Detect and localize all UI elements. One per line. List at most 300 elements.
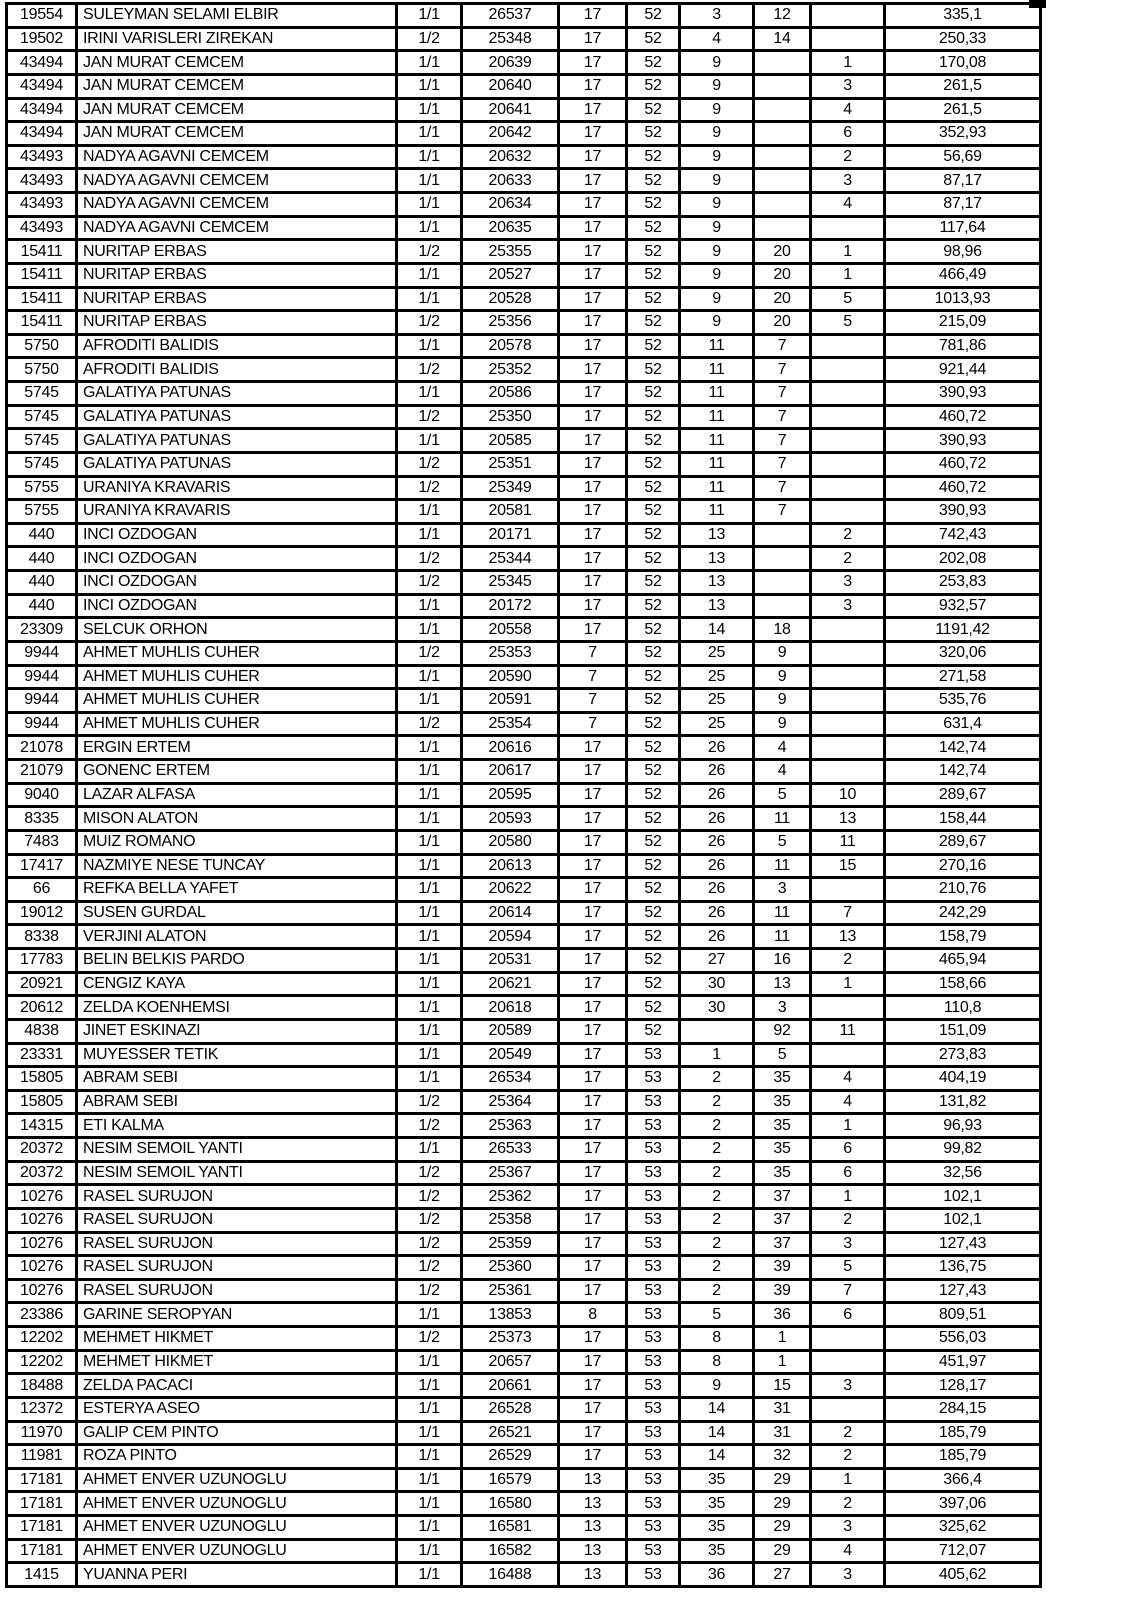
table-cell: 9944 — [7, 641, 77, 665]
table-cell: IRINI VARISLERI ZIREKAN — [77, 27, 397, 51]
table-cell: JAN MURAT CEMCEM — [77, 74, 397, 98]
table-cell: 66 — [7, 878, 77, 902]
table-cell: ZELDA PACACI — [77, 1374, 397, 1398]
table-row — [7, 1468, 1041, 1492]
table-cell — [811, 334, 885, 358]
table-cell: 20632 — [462, 145, 559, 169]
table-cell: 8338 — [7, 925, 77, 949]
table-cell: RASEL SURUJON — [77, 1279, 397, 1303]
table-cell: 39 — [754, 1279, 811, 1303]
table-cell: 9944 — [7, 712, 77, 736]
table-cell: 1/1 — [397, 169, 462, 193]
table-cell: 5 — [811, 1256, 885, 1280]
table-cell: 7 — [559, 641, 627, 665]
table-row — [7, 1161, 1041, 1185]
table-cell: 20578 — [462, 334, 559, 358]
table-cell: 9944 — [7, 689, 77, 713]
table-cell: 4 — [811, 1067, 885, 1091]
table-cell: 20921 — [7, 972, 77, 996]
table-cell: 17 — [559, 27, 627, 51]
table-cell: NESIM SEMOIL YANTI — [77, 1161, 397, 1185]
table-cell: 16488 — [462, 1563, 559, 1587]
table-cell: 52 — [627, 98, 680, 122]
table-cell: 17181 — [7, 1516, 77, 1540]
table-cell — [754, 594, 811, 618]
table-cell: 13 — [559, 1539, 627, 1563]
table-cell: 1/1 — [397, 1421, 462, 1445]
table-cell: 9 — [754, 665, 811, 689]
table-cell: 13 — [680, 523, 754, 547]
table-cell: 13 — [559, 1563, 627, 1587]
table-cell — [811, 712, 885, 736]
table-cell: 921,44 — [885, 358, 1041, 382]
table-cell: 4 — [811, 1090, 885, 1114]
table-row — [7, 263, 1041, 287]
table-cell: JAN MURAT CEMCEM — [77, 51, 397, 75]
table-cell: 6 — [811, 1303, 885, 1327]
table-row — [7, 712, 1041, 736]
table-cell: 17 — [559, 476, 627, 500]
table-cell: 26 — [680, 783, 754, 807]
table-cell: 1/1 — [397, 263, 462, 287]
table-cell: GALATIYA PATUNAS — [77, 452, 397, 476]
table-cell: 16582 — [462, 1539, 559, 1563]
table-cell: 27 — [680, 949, 754, 973]
table-cell — [811, 641, 885, 665]
table-cell: 1 — [754, 1327, 811, 1351]
table-cell: 20657 — [462, 1350, 559, 1374]
table-row — [7, 807, 1041, 831]
table-row — [7, 1539, 1041, 1563]
table-cell: 1/1 — [397, 665, 462, 689]
table-cell: 1/2 — [397, 311, 462, 335]
table-cell: JAN MURAT CEMCEM — [77, 122, 397, 146]
table-cell: 26528 — [462, 1397, 559, 1421]
table-cell: 7 — [754, 334, 811, 358]
table-cell: 25353 — [462, 641, 559, 665]
table-row — [7, 169, 1041, 193]
table-cell: 35 — [680, 1539, 754, 1563]
table-cell: VERJINI ALATON — [77, 925, 397, 949]
table-cell — [754, 523, 811, 547]
table-cell: NADYA AGAVNI CEMCEM — [77, 216, 397, 240]
table-cell: 250,33 — [885, 27, 1041, 51]
table-cell: YUANNA PERI — [77, 1563, 397, 1587]
table-cell: 17 — [559, 240, 627, 264]
table-cell: BELIN BELKIS PARDO — [77, 949, 397, 973]
table-cell: 21078 — [7, 736, 77, 760]
table-cell: 3 — [811, 594, 885, 618]
table-cell: 5 — [811, 311, 885, 335]
table-cell: 12202 — [7, 1350, 77, 1374]
table-cell: SULEYMAN SELAMI ELBIR — [77, 4, 397, 28]
table-cell: 17 — [559, 854, 627, 878]
table-row — [7, 547, 1041, 571]
table-cell: ETI KALMA — [77, 1114, 397, 1138]
table-cell: 289,67 — [885, 830, 1041, 854]
table-cell: 20549 — [462, 1043, 559, 1067]
table-cell: 52 — [627, 500, 680, 524]
table-cell: 13 — [680, 594, 754, 618]
table-cell: 325,62 — [885, 1516, 1041, 1540]
table-row — [7, 925, 1041, 949]
table-cell: 13853 — [462, 1303, 559, 1327]
table-cell: 712,07 — [885, 1539, 1041, 1563]
table-cell: ZELDA KOENHEMSI — [77, 996, 397, 1020]
table-cell: 7 — [754, 429, 811, 453]
table-cell: 6 — [811, 1161, 885, 1185]
table-cell: 52 — [627, 878, 680, 902]
table-row — [7, 145, 1041, 169]
table-row — [7, 594, 1041, 618]
table-cell: 26 — [680, 925, 754, 949]
table-cell: 25361 — [462, 1279, 559, 1303]
table-cell: 1 — [754, 1350, 811, 1374]
table-cell: 1/1 — [397, 1138, 462, 1162]
table-cell: 35 — [754, 1138, 811, 1162]
table-cell: 1/2 — [397, 452, 462, 476]
table-row — [7, 193, 1041, 217]
table-cell — [811, 405, 885, 429]
table-cell: 52 — [627, 830, 680, 854]
table-cell: 53 — [627, 1492, 680, 1516]
table-cell: 25 — [680, 712, 754, 736]
table-cell: 16 — [754, 949, 811, 973]
table-cell: 158,66 — [885, 972, 1041, 996]
table-cell: 1/1 — [397, 98, 462, 122]
table-cell: 52 — [627, 547, 680, 571]
table-cell: 52 — [627, 74, 680, 98]
table-cell: 1 — [811, 263, 885, 287]
table-cell: 11 — [680, 405, 754, 429]
table-cell: 20634 — [462, 193, 559, 217]
table-cell: 2 — [680, 1279, 754, 1303]
table-cell: 10276 — [7, 1256, 77, 1280]
table-cell: 440 — [7, 594, 77, 618]
table-cell: 14 — [680, 1397, 754, 1421]
table-cell: 13 — [559, 1492, 627, 1516]
table-row — [7, 382, 1041, 406]
table-cell: 9 — [754, 712, 811, 736]
table-cell: 19554 — [7, 4, 77, 28]
table-cell: ESTERYA ASEO — [77, 1397, 397, 1421]
table-row — [7, 1208, 1041, 1232]
table-cell: 2 — [680, 1090, 754, 1114]
table-cell: 1/1 — [397, 382, 462, 406]
table-cell: 20372 — [7, 1161, 77, 1185]
table-cell — [811, 760, 885, 784]
table-cell: 9 — [680, 51, 754, 75]
table-cell: 35 — [680, 1492, 754, 1516]
table-cell: 20580 — [462, 830, 559, 854]
table-cell: 9 — [680, 169, 754, 193]
table-cell: 2 — [680, 1185, 754, 1209]
table-cell: 52 — [627, 783, 680, 807]
table-cell: 17 — [559, 122, 627, 146]
table-cell: 17 — [559, 878, 627, 902]
table-cell — [811, 1327, 885, 1351]
table-cell: 17 — [559, 98, 627, 122]
table-cell: 9 — [680, 74, 754, 98]
table-row — [7, 1374, 1041, 1398]
table-cell: 1/2 — [397, 405, 462, 429]
table-cell: 16581 — [462, 1516, 559, 1540]
table-cell: 25351 — [462, 452, 559, 476]
table-cell: 215,09 — [885, 311, 1041, 335]
table-cell: 53 — [627, 1539, 680, 1563]
table-cell: 23331 — [7, 1043, 77, 1067]
table-cell: 26 — [680, 854, 754, 878]
table-row — [7, 1019, 1041, 1043]
table-cell: 1415 — [7, 1563, 77, 1587]
table-cell: 12 — [754, 4, 811, 28]
table-cell: 1/2 — [397, 1114, 462, 1138]
table-cell: 52 — [627, 665, 680, 689]
table-row — [7, 1397, 1041, 1421]
table-cell: 52 — [627, 452, 680, 476]
table-cell: 202,08 — [885, 547, 1041, 571]
records-table — [5, 2, 1042, 1588]
table-cell: 1/2 — [397, 27, 462, 51]
table-cell: 17 — [559, 287, 627, 311]
table-cell: 52 — [627, 240, 680, 264]
table-cell: 158,79 — [885, 925, 1041, 949]
table-row — [7, 51, 1041, 75]
table-cell — [754, 122, 811, 146]
table-cell: 9 — [680, 287, 754, 311]
table-cell: MUYESSER TETIK — [77, 1043, 397, 1067]
table-cell: 26 — [680, 807, 754, 831]
table-cell: 271,58 — [885, 665, 1041, 689]
table-cell: GALATIYA PATUNAS — [77, 405, 397, 429]
table-cell — [811, 1350, 885, 1374]
table-cell: 17 — [559, 193, 627, 217]
table-cell: 261,5 — [885, 98, 1041, 122]
table-cell: 17 — [559, 1327, 627, 1351]
table-cell — [811, 358, 885, 382]
table-cell: 1/1 — [397, 1492, 462, 1516]
table-cell: 3 — [811, 1374, 885, 1398]
table-cell: 3 — [811, 169, 885, 193]
table-cell: 535,76 — [885, 689, 1041, 713]
table-cell — [811, 216, 885, 240]
records-table-body — [7, 4, 1041, 1587]
table-cell: 2 — [811, 523, 885, 547]
table-cell: 52 — [627, 405, 680, 429]
table-cell: 3 — [680, 4, 754, 28]
table-cell: AHMET ENVER UZUNOGLU — [77, 1492, 397, 1516]
table-cell: 52 — [627, 949, 680, 973]
table-cell: 7 — [754, 500, 811, 524]
table-cell: 2 — [811, 949, 885, 973]
table-cell: 8 — [559, 1303, 627, 1327]
table-cell: 102,1 — [885, 1185, 1041, 1209]
table-cell: 2 — [680, 1114, 754, 1138]
table-cell: 1/1 — [397, 1468, 462, 1492]
table-cell: 1/2 — [397, 1256, 462, 1280]
table-cell: 18 — [754, 618, 811, 642]
table-cell: 52 — [627, 854, 680, 878]
table-cell: 142,74 — [885, 760, 1041, 784]
table-cell: 17 — [559, 51, 627, 75]
table-cell: 1/1 — [397, 925, 462, 949]
table-cell: 11 — [754, 901, 811, 925]
table-cell: 43494 — [7, 51, 77, 75]
table-cell: 1/1 — [397, 901, 462, 925]
table-cell: 17 — [559, 1350, 627, 1374]
table-cell: 26521 — [462, 1421, 559, 1445]
table-cell: 11 — [680, 334, 754, 358]
table-cell: 43493 — [7, 169, 77, 193]
table-cell: 210,76 — [885, 878, 1041, 902]
table-cell: 9 — [680, 263, 754, 287]
table-cell: 43494 — [7, 98, 77, 122]
table-cell: 9 — [680, 122, 754, 146]
table-cell: 20372 — [7, 1138, 77, 1162]
table-cell: 53 — [627, 1090, 680, 1114]
table-cell: 17 — [559, 334, 627, 358]
table-cell: 53 — [627, 1563, 680, 1587]
table-cell: 1/1 — [397, 1043, 462, 1067]
table-cell: AFRODITI BALIDIS — [77, 358, 397, 382]
table-cell: 26529 — [462, 1445, 559, 1469]
table-row — [7, 949, 1041, 973]
table-cell: 2 — [680, 1232, 754, 1256]
table-cell: NESIM SEMOIL YANTI — [77, 1138, 397, 1162]
table-cell — [811, 452, 885, 476]
table-cell: 1 — [811, 240, 885, 264]
table-cell: 1/1 — [397, 736, 462, 760]
table-cell: 136,75 — [885, 1256, 1041, 1280]
table-cell: INCI OZDOGAN — [77, 571, 397, 595]
table-cell: 35 — [680, 1468, 754, 1492]
table-cell: REFKA BELLA YAFET — [77, 878, 397, 902]
table-cell: 8 — [680, 1350, 754, 1374]
table-cell: 128,17 — [885, 1374, 1041, 1398]
table-cell: NURITAP ERBAS — [77, 240, 397, 264]
table-cell: 4 — [811, 98, 885, 122]
table-cell: ERGIN ERTEM — [77, 736, 397, 760]
table-cell: 17 — [559, 1067, 627, 1091]
table-cell: 1/1 — [397, 996, 462, 1020]
table-cell: 1/1 — [397, 287, 462, 311]
table-cell: 460,72 — [885, 476, 1041, 500]
table-cell: 1/1 — [397, 500, 462, 524]
table-cell: 404,19 — [885, 1067, 1041, 1091]
table-cell: 12202 — [7, 1327, 77, 1351]
table-cell: 9944 — [7, 665, 77, 689]
table-cell: 9 — [680, 216, 754, 240]
table-cell: 29 — [754, 1539, 811, 1563]
table-cell — [680, 1019, 754, 1043]
table-cell: 11981 — [7, 1445, 77, 1469]
table-cell: 17 — [559, 1161, 627, 1185]
table-row — [7, 523, 1041, 547]
table-cell: 31 — [754, 1397, 811, 1421]
table-cell: 20589 — [462, 1019, 559, 1043]
table-cell: 23386 — [7, 1303, 77, 1327]
table-cell: 9 — [680, 311, 754, 335]
table-cell: 52 — [627, 334, 680, 358]
table-cell: 4 — [680, 27, 754, 51]
table-cell: 20 — [754, 311, 811, 335]
table-cell: 17 — [559, 901, 627, 925]
table-cell — [754, 169, 811, 193]
table-cell: 261,5 — [885, 74, 1041, 98]
table-cell: 17783 — [7, 949, 77, 973]
table-cell: AHMET ENVER UZUNOGLU — [77, 1468, 397, 1492]
table-cell: 25367 — [462, 1161, 559, 1185]
table-row — [7, 1350, 1041, 1374]
table-cell: 17 — [559, 1138, 627, 1162]
table-cell: 102,1 — [885, 1208, 1041, 1232]
table-row — [7, 429, 1041, 453]
table-cell: 53 — [627, 1303, 680, 1327]
table-cell: 390,93 — [885, 500, 1041, 524]
table-cell: 127,43 — [885, 1232, 1041, 1256]
table-cell: 5 — [754, 783, 811, 807]
table-cell: 13 — [811, 807, 885, 831]
scan-artifact-mark — [1029, 0, 1046, 8]
table-cell: NAZMIYE NESE TUNCAY — [77, 854, 397, 878]
table-cell: 29 — [754, 1492, 811, 1516]
table-cell: 9 — [680, 240, 754, 264]
table-row — [7, 1185, 1041, 1209]
table-cell: 366,4 — [885, 1468, 1041, 1492]
table-cell: 7 — [811, 1279, 885, 1303]
table-cell: 117,64 — [885, 216, 1041, 240]
table-cell: 52 — [627, 287, 680, 311]
table-cell: 1/1 — [397, 1445, 462, 1469]
table-cell: 17181 — [7, 1539, 77, 1563]
table-row — [7, 1563, 1041, 1587]
table-cell: 17 — [559, 1090, 627, 1114]
table-row — [7, 1492, 1041, 1516]
table-cell: 25349 — [462, 476, 559, 500]
table-cell: 17 — [559, 547, 627, 571]
table-cell: 466,49 — [885, 263, 1041, 287]
table-cell: 6 — [811, 1138, 885, 1162]
table-cell: 53 — [627, 1256, 680, 1280]
table-cell: 52 — [627, 1019, 680, 1043]
table-cell — [811, 382, 885, 406]
table-cell: 11 — [811, 830, 885, 854]
table-cell — [754, 145, 811, 169]
table-row — [7, 27, 1041, 51]
table-cell: 185,79 — [885, 1421, 1041, 1445]
table-cell: JINET ESKINAZI — [77, 1019, 397, 1043]
table-cell: 52 — [627, 972, 680, 996]
table-cell: 20613 — [462, 854, 559, 878]
table-cell — [811, 665, 885, 689]
table-cell: 1 — [811, 1185, 885, 1209]
table-cell: 52 — [627, 689, 680, 713]
table-cell: 460,72 — [885, 405, 1041, 429]
table-cell: 17 — [559, 1374, 627, 1398]
table-cell: 35 — [754, 1090, 811, 1114]
table-cell: NADYA AGAVNI CEMCEM — [77, 169, 397, 193]
table-cell: 26 — [680, 830, 754, 854]
table-cell: 9 — [680, 145, 754, 169]
table-cell: 1/2 — [397, 1327, 462, 1351]
table-cell: 17 — [559, 169, 627, 193]
table-cell: SUSEN GURDAL — [77, 901, 397, 925]
table-cell: 1/2 — [397, 712, 462, 736]
table-cell: 7 — [811, 901, 885, 925]
table-cell: 7 — [754, 358, 811, 382]
table-cell: 53 — [627, 1232, 680, 1256]
table-cell: 390,93 — [885, 429, 1041, 453]
